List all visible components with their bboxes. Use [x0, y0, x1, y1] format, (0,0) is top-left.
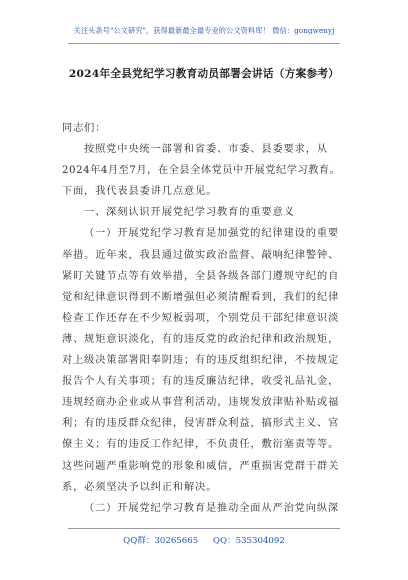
- body-line: 2024年4月至7月，在全县全体党员中开展党纪学习教育。: [62, 165, 341, 177]
- header-note: 关注头条号"公文研究"，获得最新最全最专业的公文资料库！ 微信：gongwenyj: [73, 26, 335, 35]
- body-line: 对上级决策部署阳奉阴违；有的违反组织纪律，不按规定: [62, 355, 340, 367]
- header-divider: [68, 43, 340, 44]
- section-heading: 一、深刻认识开展党纪学习教育的重要意义: [84, 207, 295, 219]
- body-line: 系，必须坚决予以纠正和解决。: [62, 481, 218, 493]
- body-line: 僚主义；有的违反工作纪律，不负责任，敷衍塞责等等。: [62, 439, 340, 451]
- body-line: 利；有的违反群众纪律，侵害群众利益，搞形式主义、官: [62, 418, 340, 430]
- document-title: 2024年全县党纪学习教育动员部署会讲话（方案参考）: [68, 68, 340, 80]
- body-line: 检查工作还存在不少短板弱项，个别党员干部纪律意识淡: [62, 312, 340, 324]
- body-line: 这些问题严重影响党的形象和威信，严重损害党群干群关: [62, 460, 340, 472]
- body-line: 薄、规矩意识淡化，有的违反党的政治纪律和政治规矩，: [62, 333, 340, 345]
- body-line: 觉和纪律意识得到不断增强但必须清醒看到，我们的纪律: [62, 291, 340, 303]
- footer-contact: [0, 534, 408, 546]
- footer-qq-group: QQ群：30265665: [123, 536, 199, 546]
- body-line: 同志们：: [62, 123, 107, 134]
- footer-divider: [68, 528, 340, 529]
- body-line: （一）开展党纪学习教育是加强党的纪律建设的重要: [84, 228, 340, 240]
- body-line: 违规经商办企业或从事营利活动，违规发放津贴补贴或福: [62, 397, 340, 409]
- body-line: （二）开展党纪学习教育是推动全面从严治党向纵深: [84, 502, 340, 514]
- body-line: 举措。近年来，我县通过做实政治监督、敲响纪律警钟、: [62, 249, 340, 261]
- body-line: 按照党中央统一部署和省委、市委、县委要求，从: [84, 144, 328, 156]
- body-line: 报告个人有关事项；有的违反廉洁纪律，收受礼品礼金，: [62, 376, 340, 388]
- footer-qq: QQ：535304092: [212, 536, 285, 546]
- body-line: 紧盯关键节点等有效举措，全县各级各部门遵规守纪的自: [62, 270, 340, 282]
- body-line: 下面，我代表县委讲几点意见。: [62, 186, 218, 198]
- document-body: [62, 118, 360, 519]
